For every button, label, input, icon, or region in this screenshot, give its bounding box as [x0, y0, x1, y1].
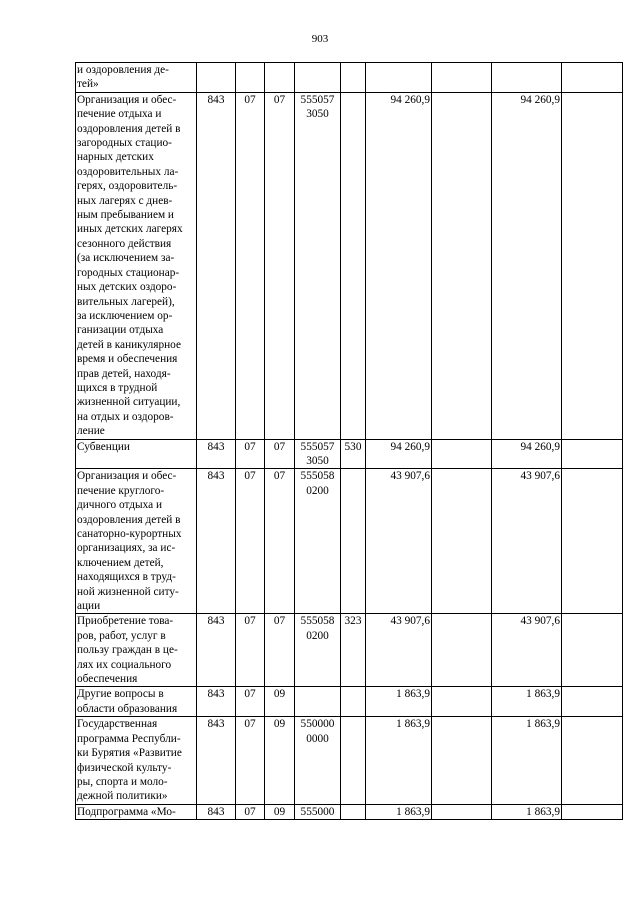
csr-line: 0200: [306, 629, 329, 642]
row-name-line: (за исключением за-: [77, 252, 175, 265]
sum3-cell: 94 260,9: [492, 92, 562, 439]
table-row: [76, 717, 623, 804]
row-name-cell: [76, 717, 197, 804]
page-number: 903: [311, 33, 329, 45]
row-name-line: щихся в трудной: [77, 381, 158, 394]
sum4-cell: [562, 92, 623, 439]
sum2-cell: [432, 804, 492, 819]
pr-cell: 09: [265, 687, 295, 717]
sum2-cell: [432, 92, 492, 439]
csr-cell: [295, 804, 341, 819]
row-name-line: ры, спорта и моло-: [77, 775, 168, 788]
table-row: [76, 439, 623, 469]
row-name-line: и оздоровления де-: [77, 64, 169, 76]
vr-cell: 323: [341, 614, 366, 687]
vr-cell: 530: [341, 439, 366, 469]
pr-cell: 07: [265, 439, 295, 469]
row-name-line: Организация и обес-: [77, 470, 177, 483]
row-name-line: Субвенции: [77, 440, 130, 453]
row-name-line: дежной политики»: [77, 790, 168, 803]
row-name-line: ных детских оздоро-: [77, 281, 177, 294]
pr-cell: 07: [265, 92, 295, 439]
table-row: [76, 804, 623, 819]
row-name-line: оздоровления детей в: [77, 513, 181, 526]
rz-cell: 07: [236, 804, 265, 819]
vr-cell: [341, 92, 366, 439]
row-name-line: за исключением ор-: [77, 309, 173, 322]
vr-cell: [341, 469, 366, 614]
row-name-line: жизненной ситуации,: [77, 396, 181, 409]
csr-cell: [295, 717, 341, 804]
sum1-cell: 1 863,9: [366, 687, 432, 717]
row-name-cell: [76, 469, 197, 614]
row-name-line: тей»: [77, 78, 99, 91]
ved-cell: 843: [197, 717, 236, 804]
sum2-cell: [432, 717, 492, 804]
ved-cell: [197, 63, 236, 93]
sum1-cell: 43 907,6: [366, 614, 432, 687]
sum3-cell: 1 863,9: [492, 804, 562, 819]
sum3-cell: [492, 63, 562, 93]
row-name-line: загородных стацио-: [77, 137, 172, 150]
row-name-line: иных детских лагерях: [77, 223, 183, 236]
pr-cell: 07: [265, 469, 295, 614]
row-name-line: Государственная: [77, 718, 158, 731]
rz-cell: [236, 63, 265, 93]
row-name-line: находящихся в труд-: [77, 571, 176, 584]
sum2-cell: [432, 614, 492, 687]
row-name-line: ганизации отдыха: [77, 324, 164, 337]
row-name-line: ным пребыванием и: [77, 209, 174, 222]
ved-cell: 843: [197, 687, 236, 717]
sum1-cell: 1 863,9: [366, 717, 432, 804]
csr-line: 3050: [306, 454, 329, 467]
ved-cell: 843: [197, 614, 236, 687]
vr-cell: [341, 804, 366, 819]
table-row: [76, 469, 623, 614]
csr-cell: [295, 439, 341, 469]
ved-cell: 843: [197, 92, 236, 439]
csr-line: 3050: [306, 108, 329, 121]
row-name-line: городных стационар-: [77, 266, 180, 279]
rz-cell: 07: [236, 687, 265, 717]
table-row: [76, 687, 623, 717]
row-name-line: печение круглого-: [77, 484, 165, 497]
sum3-cell: 43 907,6: [492, 469, 562, 614]
table-row: [76, 92, 623, 439]
sum2-cell: [432, 687, 492, 717]
sum4-cell: [562, 717, 623, 804]
row-name-line: герях, оздоровитель-: [77, 180, 178, 193]
row-name-line: ключением детей,: [77, 556, 164, 569]
ved-cell: 843: [197, 804, 236, 819]
row-name-line: оздоровительных ла-: [77, 165, 179, 178]
row-name-cell: [76, 92, 197, 439]
rz-cell: 07: [236, 614, 265, 687]
csr-line: 555057: [300, 440, 335, 453]
table-row: [76, 63, 623, 93]
sum2-cell: [432, 469, 492, 614]
row-name-line: ки Бурятия «Развитие: [77, 747, 182, 760]
csr-line: 555057: [300, 93, 335, 106]
row-name-line: Приобретение това-: [77, 615, 174, 628]
pr-cell: 09: [265, 804, 295, 819]
row-name-cell: [76, 614, 197, 687]
row-name-line: программа Республи-: [77, 732, 181, 745]
row-name-line: оздоровления детей в: [77, 122, 181, 135]
row-name-line: обеспечения: [77, 673, 138, 686]
rz-cell: 07: [236, 717, 265, 804]
sum4-cell: [562, 439, 623, 469]
csr-line: 550000: [300, 718, 335, 731]
row-name-line: дичного отдыха и: [77, 499, 163, 512]
csr-line: 555058: [300, 470, 335, 483]
row-name-line: физической культу-: [77, 761, 172, 774]
csr-line: 0000: [306, 732, 329, 745]
row-name-line: сезонного действия: [77, 237, 172, 250]
row-name-line: санаторно-курортных: [77, 528, 182, 540]
vr-cell: [341, 63, 366, 93]
csr-line: 0200: [306, 484, 329, 497]
sum1-cell: 94 260,9: [366, 92, 432, 439]
row-name-line: время и обеспечения: [77, 353, 178, 366]
sum1-cell: 1 863,9: [366, 804, 432, 819]
rz-cell: 07: [236, 439, 265, 469]
row-name-line: ации: [77, 600, 101, 613]
sum3-cell: 1 863,9: [492, 687, 562, 717]
sum1-cell: 43 907,6: [366, 469, 432, 614]
row-name-line: организациях, за ис-: [77, 542, 176, 555]
csr-line: 555058: [300, 615, 335, 628]
pr-cell: 07: [265, 614, 295, 687]
csr-cell: [295, 469, 341, 614]
sum4-cell: [562, 614, 623, 687]
row-name-line: ных лагерях с днев-: [77, 194, 173, 207]
sum4-cell: [562, 469, 623, 614]
sum4-cell: [562, 63, 623, 93]
csr-cell: [295, 614, 341, 687]
table-row: [76, 614, 623, 687]
row-name-line: ной жизненной ситу-: [77, 585, 179, 598]
row-name-line: ров, работ, услуг в: [77, 629, 166, 642]
row-name-cell: [76, 804, 197, 819]
row-name-cell: [76, 439, 197, 469]
row-name-line: детей в каникулярное: [77, 338, 181, 351]
sum3-cell: 1 863,9: [492, 717, 562, 804]
vr-cell: [341, 687, 366, 717]
row-name-line: пользу граждан в це-: [77, 644, 178, 657]
vr-cell: [341, 717, 366, 804]
row-name-cell: [76, 687, 197, 717]
budget-table-body: [76, 63, 623, 820]
csr-cell: [295, 92, 341, 439]
rz-cell: 07: [236, 469, 265, 614]
sum3-cell: 94 260,9: [492, 439, 562, 469]
pr-cell: [265, 63, 295, 93]
sum4-cell: [562, 804, 623, 819]
row-name-line: Другие вопросы в: [77, 688, 164, 701]
row-name-line: области образования: [77, 702, 178, 715]
row-name-line: ление: [77, 425, 105, 438]
pr-cell: 09: [265, 717, 295, 804]
sum2-cell: [432, 439, 492, 469]
row-name-cell: [76, 63, 197, 93]
sum4-cell: [562, 687, 623, 717]
csr-line: 555000: [300, 805, 335, 818]
csr-cell: [295, 63, 341, 93]
row-name-line: нарных детских: [77, 151, 154, 164]
row-name-line: Подпрограмма «Мо-: [77, 805, 176, 818]
sum1-cell: 94 260,9: [366, 439, 432, 469]
sum3-cell: 43 907,6: [492, 614, 562, 687]
rz-cell: 07: [236, 92, 265, 439]
sum1-cell: [366, 63, 432, 93]
row-name-line: печение отдыха и: [77, 108, 162, 121]
budget-table: [75, 62, 623, 820]
sum2-cell: [432, 63, 492, 93]
ved-cell: 843: [197, 469, 236, 614]
row-name-line: лях их социального: [77, 658, 172, 671]
row-name-line: Организация и обес-: [77, 93, 177, 106]
row-name-line: прав детей, находя-: [77, 367, 171, 380]
row-name-line: на отдых и оздоров-: [77, 410, 174, 423]
row-name-line: вительных лагерей),: [77, 295, 175, 308]
csr-cell: [295, 687, 341, 717]
ved-cell: 843: [197, 439, 236, 469]
